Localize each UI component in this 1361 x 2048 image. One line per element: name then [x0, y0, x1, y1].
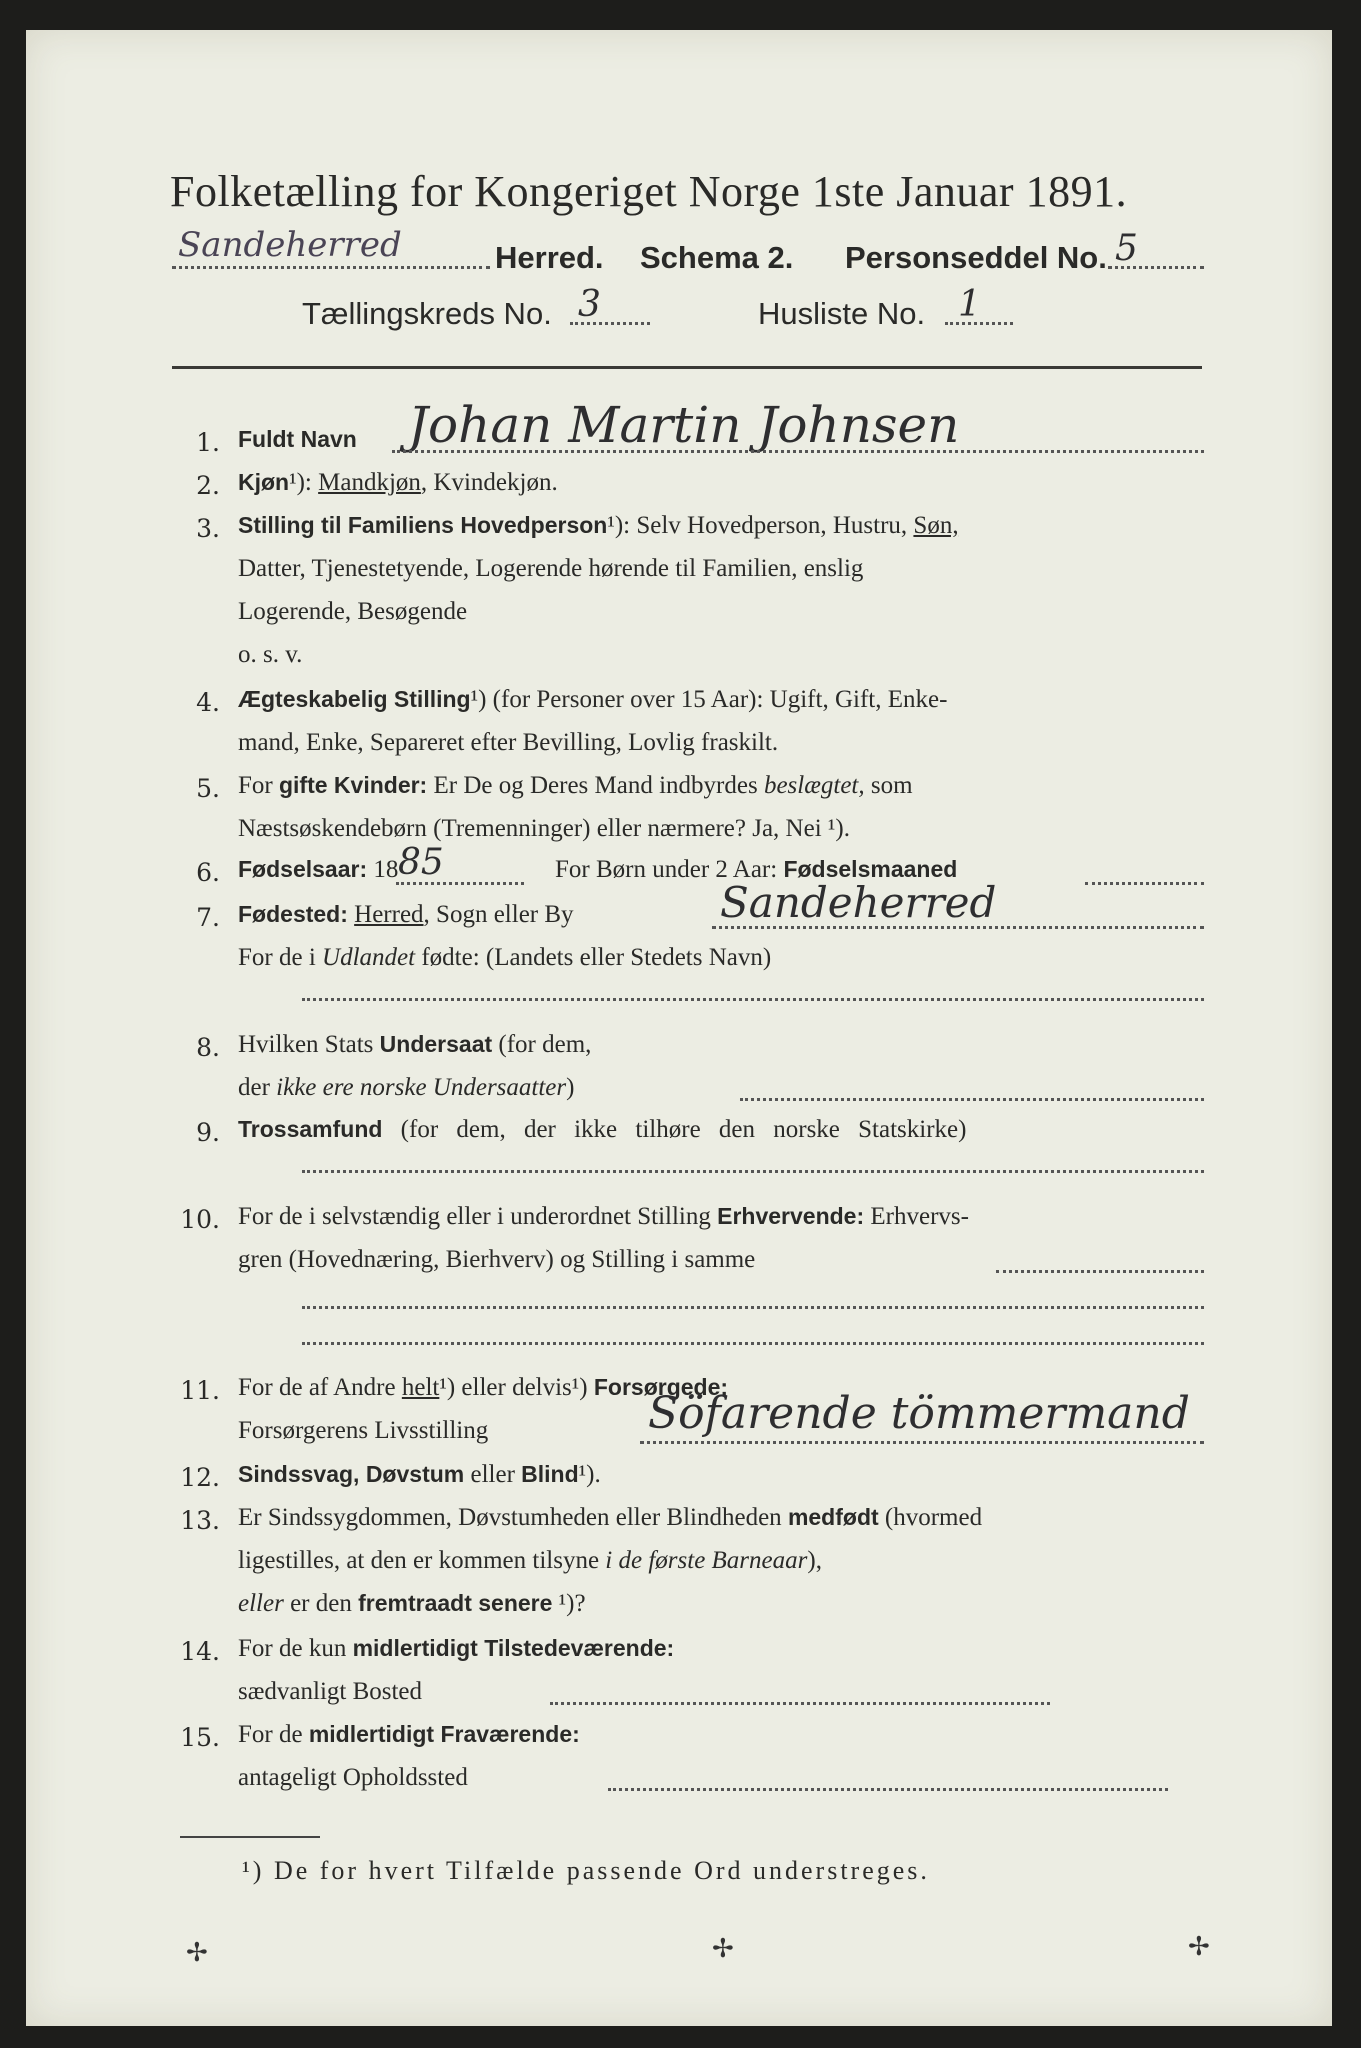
husliste-dotted-line: [945, 322, 1013, 325]
q10-dotted-line-b: [302, 1306, 1204, 1309]
item-number: 13.: [180, 1506, 220, 1535]
item-number: 1.: [196, 428, 220, 457]
item-number: 5.: [196, 774, 220, 803]
q2-line: Kjøn¹): Mandkjøn, Kvindekjøn.: [238, 469, 558, 496]
personseddel-dotted-line: [1108, 266, 1204, 269]
q14-line-a: For de kun midlertidigt Tilstedeværende:: [238, 1635, 675, 1662]
q14-line-b: sædvanligt Bosted: [238, 1678, 423, 1705]
q3-line-b: Datter, Tjenestetyende, Logerende hørende til Familien, enslig: [238, 555, 864, 582]
q6-month-dotted-line: [1085, 882, 1204, 885]
q11-line-b: Forsørgerens Livsstilling: [238, 1417, 489, 1444]
schema-label: Schema 2.: [640, 240, 794, 275]
q1-label: Fuldt Navn: [238, 426, 357, 452]
item-number: 12.: [180, 1463, 220, 1492]
footnote: ¹) De for hvert Tilfælde passende Ord understreges.: [242, 1856, 930, 1885]
q8-line-b: der ikke ere norske Undersaatter): [238, 1074, 575, 1101]
q15-line-b: antageligt Opholdssted: [238, 1764, 468, 1791]
registration-mark-left: ✢: [186, 1938, 208, 1968]
item-number: 7.: [196, 903, 220, 932]
item-number: 10.: [180, 1205, 220, 1234]
item-number: 15.: [180, 1723, 220, 1752]
q10-line-a: For de i selvstændig eller i underordnet Stilling Erhvervende: Erhvervs-: [238, 1203, 969, 1230]
q3-line-a: Stilling til Familiens Hovedperson¹): Selv Hovedperson, Hustru, Søn,: [238, 512, 959, 539]
q1-dotted-line: [392, 450, 1204, 453]
q8-line-a: Hvilken Stats Undersaat (for dem,: [238, 1031, 592, 1058]
herred-label: Herred.: [495, 240, 604, 275]
q10-line-b: gren (Hovednæring, Bierhverv) og Stilling i samme: [238, 1246, 756, 1273]
q5-line-a: For gifte Kvinder: Er De og Deres Mand indbyrdes beslægtet, som: [238, 772, 913, 799]
q15-dotted-line: [608, 1788, 1168, 1791]
q8-dotted-line: [740, 1098, 1204, 1101]
personseddel-label: Personseddel No.: [845, 240, 1107, 275]
q6-year-dotted-line: [396, 882, 524, 885]
q10-dotted-line-c: [302, 1342, 1204, 1345]
q6-birth-year: 85: [398, 842, 444, 883]
kreds-label: Tællingskreds No.: [302, 296, 552, 331]
header-rule: [172, 366, 1202, 369]
q9-dotted-line: [302, 1170, 1204, 1173]
q1-full-name: Johan Martin Johnsen: [408, 396, 960, 454]
herred-dotted-line: [172, 266, 490, 269]
husliste-label: Husliste No.: [758, 296, 926, 331]
q11-supporter-occupation: Söfarende tömmermand: [648, 1388, 1190, 1439]
q10-dotted-line-a: [996, 1270, 1204, 1273]
q6-line-b: For Børn under 2 Aar: Fødselsmaaned: [555, 856, 958, 883]
q15-line-a: For de midlertidigt Fraværende:: [238, 1721, 580, 1748]
q9-line: Trossamfund (for dem, der ikke tilhøre den norske Statskirke): [238, 1116, 967, 1143]
item-number: 2.: [196, 471, 220, 500]
kreds-dotted-line: [570, 322, 650, 325]
q5-line-b: Næstsøskendebørn (Tremenninger) eller nærmere? Ja, Nei ¹).: [238, 815, 850, 842]
herred-handwritten: Sandeherred: [178, 225, 402, 265]
item-number: 11.: [180, 1376, 220, 1405]
registration-mark-right: ✢: [1188, 1932, 1210, 1962]
q4-line-b: mand, Enke, Separeret efter Bevilling, Lovlig fraskilt.: [238, 729, 779, 756]
item-number: 6.: [196, 858, 220, 887]
q3-line-c: Logerende, Besøgende: [238, 598, 468, 625]
q13-line-c: eller er den fremtraadt senere ¹)?: [238, 1590, 586, 1617]
item-number: 8.: [196, 1033, 220, 1062]
husliste-number: 1: [958, 284, 981, 325]
q7-dotted-line: [712, 926, 1204, 929]
q7-birthplace: Sandeherred: [720, 878, 997, 927]
q13-line-a: Er Sindssygdommen, Døvstumheden eller Blindheden medfødt (hvormed: [238, 1504, 983, 1531]
q7-line-a: Fødested: Herred, Sogn eller By: [238, 901, 574, 928]
personseddel-number: 5: [1115, 228, 1138, 269]
registration-mark-center: ✢: [712, 1934, 734, 1964]
q11-line-a: For de af Andre helt¹) eller delvis¹) Forsørgede:: [238, 1374, 729, 1401]
q3-line-d: o. s. v.: [238, 641, 303, 668]
item-number: 14.: [180, 1637, 220, 1666]
q7-abroad-dotted-line: [302, 998, 1204, 1001]
item-number: 9.: [196, 1118, 220, 1147]
q7-line-b: For de i Udlandet fødte: (Landets eller Stedets Navn): [238, 944, 772, 971]
q13-line-b: ligestilles, at den er kommen tilsyne i de første Barneaar),: [238, 1547, 822, 1574]
q14-dotted-line: [550, 1702, 1050, 1705]
census-form-sheet: [26, 30, 1332, 2026]
kreds-number: 3: [578, 284, 601, 325]
footnote-rule: [180, 1836, 320, 1838]
form-title: Folketælling for Kongeriget Norge 1ste Januar 1891.: [170, 167, 1128, 216]
item-number: 4.: [196, 688, 220, 717]
q4-line-a: Ægteskabelig Stilling¹) (for Personer over 15 Aar): Ugift, Gift, Enke-: [238, 686, 948, 713]
q6-line: Fødselsaar: 18: [238, 856, 399, 883]
q12-line: Sindssvag, Døvstum eller Blind¹).: [238, 1461, 601, 1488]
item-number: 3.: [196, 514, 220, 543]
q11-dotted-line: [640, 1441, 1204, 1444]
